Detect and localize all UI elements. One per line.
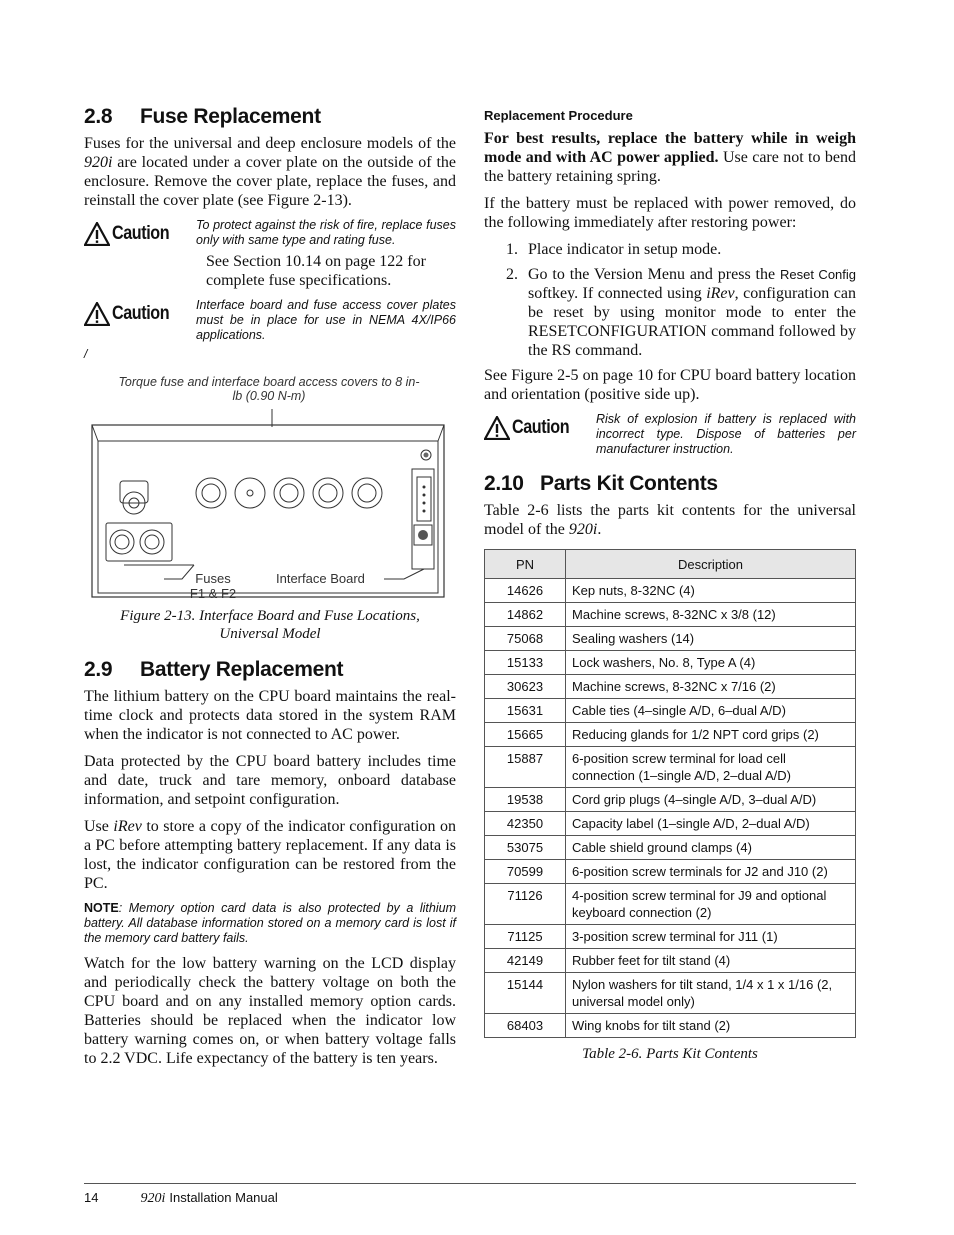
figure-caption: Figure 2-13. Interface Board and Fuse Locations, Universal Model xyxy=(120,608,420,642)
table-row xyxy=(485,884,856,925)
right-column xyxy=(484,108,856,1063)
description-cell: Wing knobs for tilt stand (2) xyxy=(566,1014,856,1038)
table-row xyxy=(485,812,856,836)
table-row xyxy=(485,651,856,675)
procedure-steps xyxy=(484,240,856,360)
battery-paragraph-3: Use iRev to store a copy of the indicator configuration on a PC before attempting battery replacement. If any data is lost, the indicator configuration can be restored from the PC. xyxy=(84,818,456,892)
description-cell: Kep nuts, 8-32NC (4) xyxy=(566,579,856,603)
description-cell: Nylon washers for tilt stand, 1/4 x 1 x 1/16 (2, universal model only) xyxy=(566,973,856,1014)
caution-explosion-text: Risk of explosion if battery is replaced with incorrect type. Dispose of batteries per manufacturer instruction. xyxy=(596,412,856,456)
part-number-cell: 71125 xyxy=(485,925,566,949)
column-header-pn: PN xyxy=(485,550,566,579)
caution-nema-text: Interface board and fuse access cover plates must be in place for use in NEMA 4X/IP66 applications. xyxy=(196,298,456,342)
description-cell: Sealing washers (14) xyxy=(566,627,856,651)
description-cell: Lock washers, No. 8, Type A (4) xyxy=(566,651,856,675)
part-number-cell: 70599 xyxy=(485,860,566,884)
battery-paragraph-1: The lithium battery on the CPU board maintains the real-time clock and protects data stored in the system RAM when the indicator is not connected to AC power. xyxy=(84,688,456,743)
footer-model: 920i xyxy=(140,1191,166,1206)
part-number-cell: 15665 xyxy=(485,723,566,747)
section-2-10-heading: 2.10 Parts Kit Contents xyxy=(484,472,718,495)
procedure-paragraph-2: If the battery must be replaced with power removed, do the following immediately after restoring power: xyxy=(484,195,856,231)
table-row xyxy=(485,973,856,1014)
part-number-cell: 15144 xyxy=(485,973,566,1014)
part-number-cell: 42350 xyxy=(485,812,566,836)
part-number-cell: 15887 xyxy=(485,747,566,788)
part-number-cell: 14862 xyxy=(485,603,566,627)
see-section-paragraph: See Section 10.14 on page 122 for complete fuse specifications. xyxy=(206,253,426,289)
part-number-cell: 14626 xyxy=(485,579,566,603)
part-number-cell: 30623 xyxy=(485,675,566,699)
battery-paragraph-4: Watch for the low battery warning on the LCD display and periodically check the battery voltage on both the CPU board and on any installed memory option cards. Batteries should be replaced when the indicator low battery warning comes on, or when battery voltage falls to 2.2 VDC. Life expectancy of the battery is ten years. xyxy=(84,955,456,1067)
page-footer xyxy=(84,1183,856,1207)
left-column xyxy=(84,104,456,1076)
caution-icon: Caution xyxy=(484,412,596,440)
section-2-9-heading: 2.9 Battery Replacement xyxy=(84,658,344,681)
table-header-row xyxy=(485,550,856,579)
fuses-label: Fuses F1 & F2 xyxy=(189,571,237,601)
description-cell: 6-position screw terminal for load cell connection (1–single A/D, 2–dual A/D) xyxy=(566,747,856,788)
see-figure-paragraph: See Figure 2-5 on page 10 for CPU board battery location and orientation (positive side up). xyxy=(484,367,856,403)
caution-explosion xyxy=(484,412,856,457)
replacement-procedure-heading: Replacement Procedure xyxy=(484,108,633,123)
table-row xyxy=(485,949,856,973)
table-row xyxy=(485,788,856,812)
description-cell: 6-position screw terminals for J2 and J10 (2) xyxy=(566,860,856,884)
table-row xyxy=(485,723,856,747)
table-row xyxy=(485,675,856,699)
procedure-step-2: 2. Go to the Version Menu and press the Reset Config softkey. If connected using iRev, configuration can be reset by using monitor mode to enter the RESETCONFIGURATION command followed by the RS command. xyxy=(522,265,856,360)
parts-kit-intro: Table 2-6 lists the parts kit contents for the universal model of the 920i. xyxy=(484,502,856,538)
part-number-cell: 15133 xyxy=(485,651,566,675)
caution-fire-text: To protect against the risk of fire, replace fuses only with same type and rating fuse. xyxy=(196,218,456,247)
part-number-cell: 19538 xyxy=(485,788,566,812)
page-number: 14 xyxy=(84,1190,99,1205)
table-row xyxy=(485,627,856,651)
caution-icon: Caution xyxy=(84,218,196,246)
description-cell: Cord grip plugs (4–single A/D, 3–dual A/D) xyxy=(566,788,856,812)
description-cell: Capacity label (1–single A/D, 2–dual A/D) xyxy=(566,812,856,836)
column-header-description: Description xyxy=(566,550,856,579)
description-cell: Machine screws, 8-32NC x 3/8 (12) xyxy=(566,603,856,627)
table-caption: Table 2-6. Parts Kit Contents xyxy=(582,1046,758,1062)
table-row xyxy=(485,579,856,603)
memory-note: NOTE: Memory option card data is also protected by a lithium battery. All database information stored on a memory card is lost if the memory card battery fails. xyxy=(84,901,456,945)
table-row xyxy=(485,1014,856,1038)
fuse-intro-paragraph: Fuses for the universal and deep enclosure models of the 920i are located under a cover plate on the outside of the enclosure. Remove the cover plate, replace the fuses, and reinstall the cover plate (see Figure 2-13). xyxy=(84,135,456,209)
torque-note: Torque fuse and interface board access covers to 8 in-lb (0.90 N-m) xyxy=(118,375,420,403)
part-number-cell: 42149 xyxy=(485,949,566,973)
caution-fire xyxy=(84,218,456,248)
caution-icon: Caution xyxy=(84,298,196,326)
description-cell: 4-position screw terminal for J9 and optional keyboard connection (2) xyxy=(566,884,856,925)
description-cell: Rubber feet for tilt stand (4) xyxy=(566,949,856,973)
interface-board-label: Interface Board xyxy=(276,571,365,586)
description-cell: Machine screws, 8-32NC x 7/16 (2) xyxy=(566,675,856,699)
table-row xyxy=(485,860,856,884)
part-number-cell: 75068 xyxy=(485,627,566,651)
table-row xyxy=(485,603,856,627)
parts-table-body xyxy=(485,579,856,1038)
table-row xyxy=(485,836,856,860)
figure-2-13 xyxy=(84,375,456,601)
battery-paragraph-2: Data protected by the CPU board battery includes time and date, truck and tare memory, onboard database information, and setpoint configuration. xyxy=(84,753,456,808)
procedure-lead-paragraph: For best results, replace the battery while in weigh mode and with AC power applied. Use care not to bend the battery retaining spring. xyxy=(484,130,856,185)
enclosure-drawing xyxy=(84,401,456,601)
part-number-cell: 68403 xyxy=(485,1014,566,1038)
table-row xyxy=(485,925,856,949)
description-cell: Cable shield ground clamps (4) xyxy=(566,836,856,860)
table-row xyxy=(485,699,856,723)
footer-title: Installation Manual xyxy=(169,1190,278,1205)
part-number-cell: 15631 xyxy=(485,699,566,723)
table-row xyxy=(485,747,856,788)
caution-nema xyxy=(84,298,456,343)
description-cell: Reducing glands for 1/2 NPT cord grips (2) xyxy=(566,723,856,747)
description-cell: Cable ties (4–single A/D, 6–dual A/D) xyxy=(566,699,856,723)
parts-kit-table xyxy=(484,549,856,1038)
part-number-cell: 71126 xyxy=(485,884,566,925)
stray-mark: / xyxy=(84,347,88,361)
description-cell: 3-position screw terminal for J11 (1) xyxy=(566,925,856,949)
part-number-cell: 53075 xyxy=(485,836,566,860)
section-2-8-heading: 2.8 Fuse Replacement xyxy=(84,105,321,128)
procedure-step-1: 1. Place indicator in setup mode. xyxy=(522,240,856,259)
